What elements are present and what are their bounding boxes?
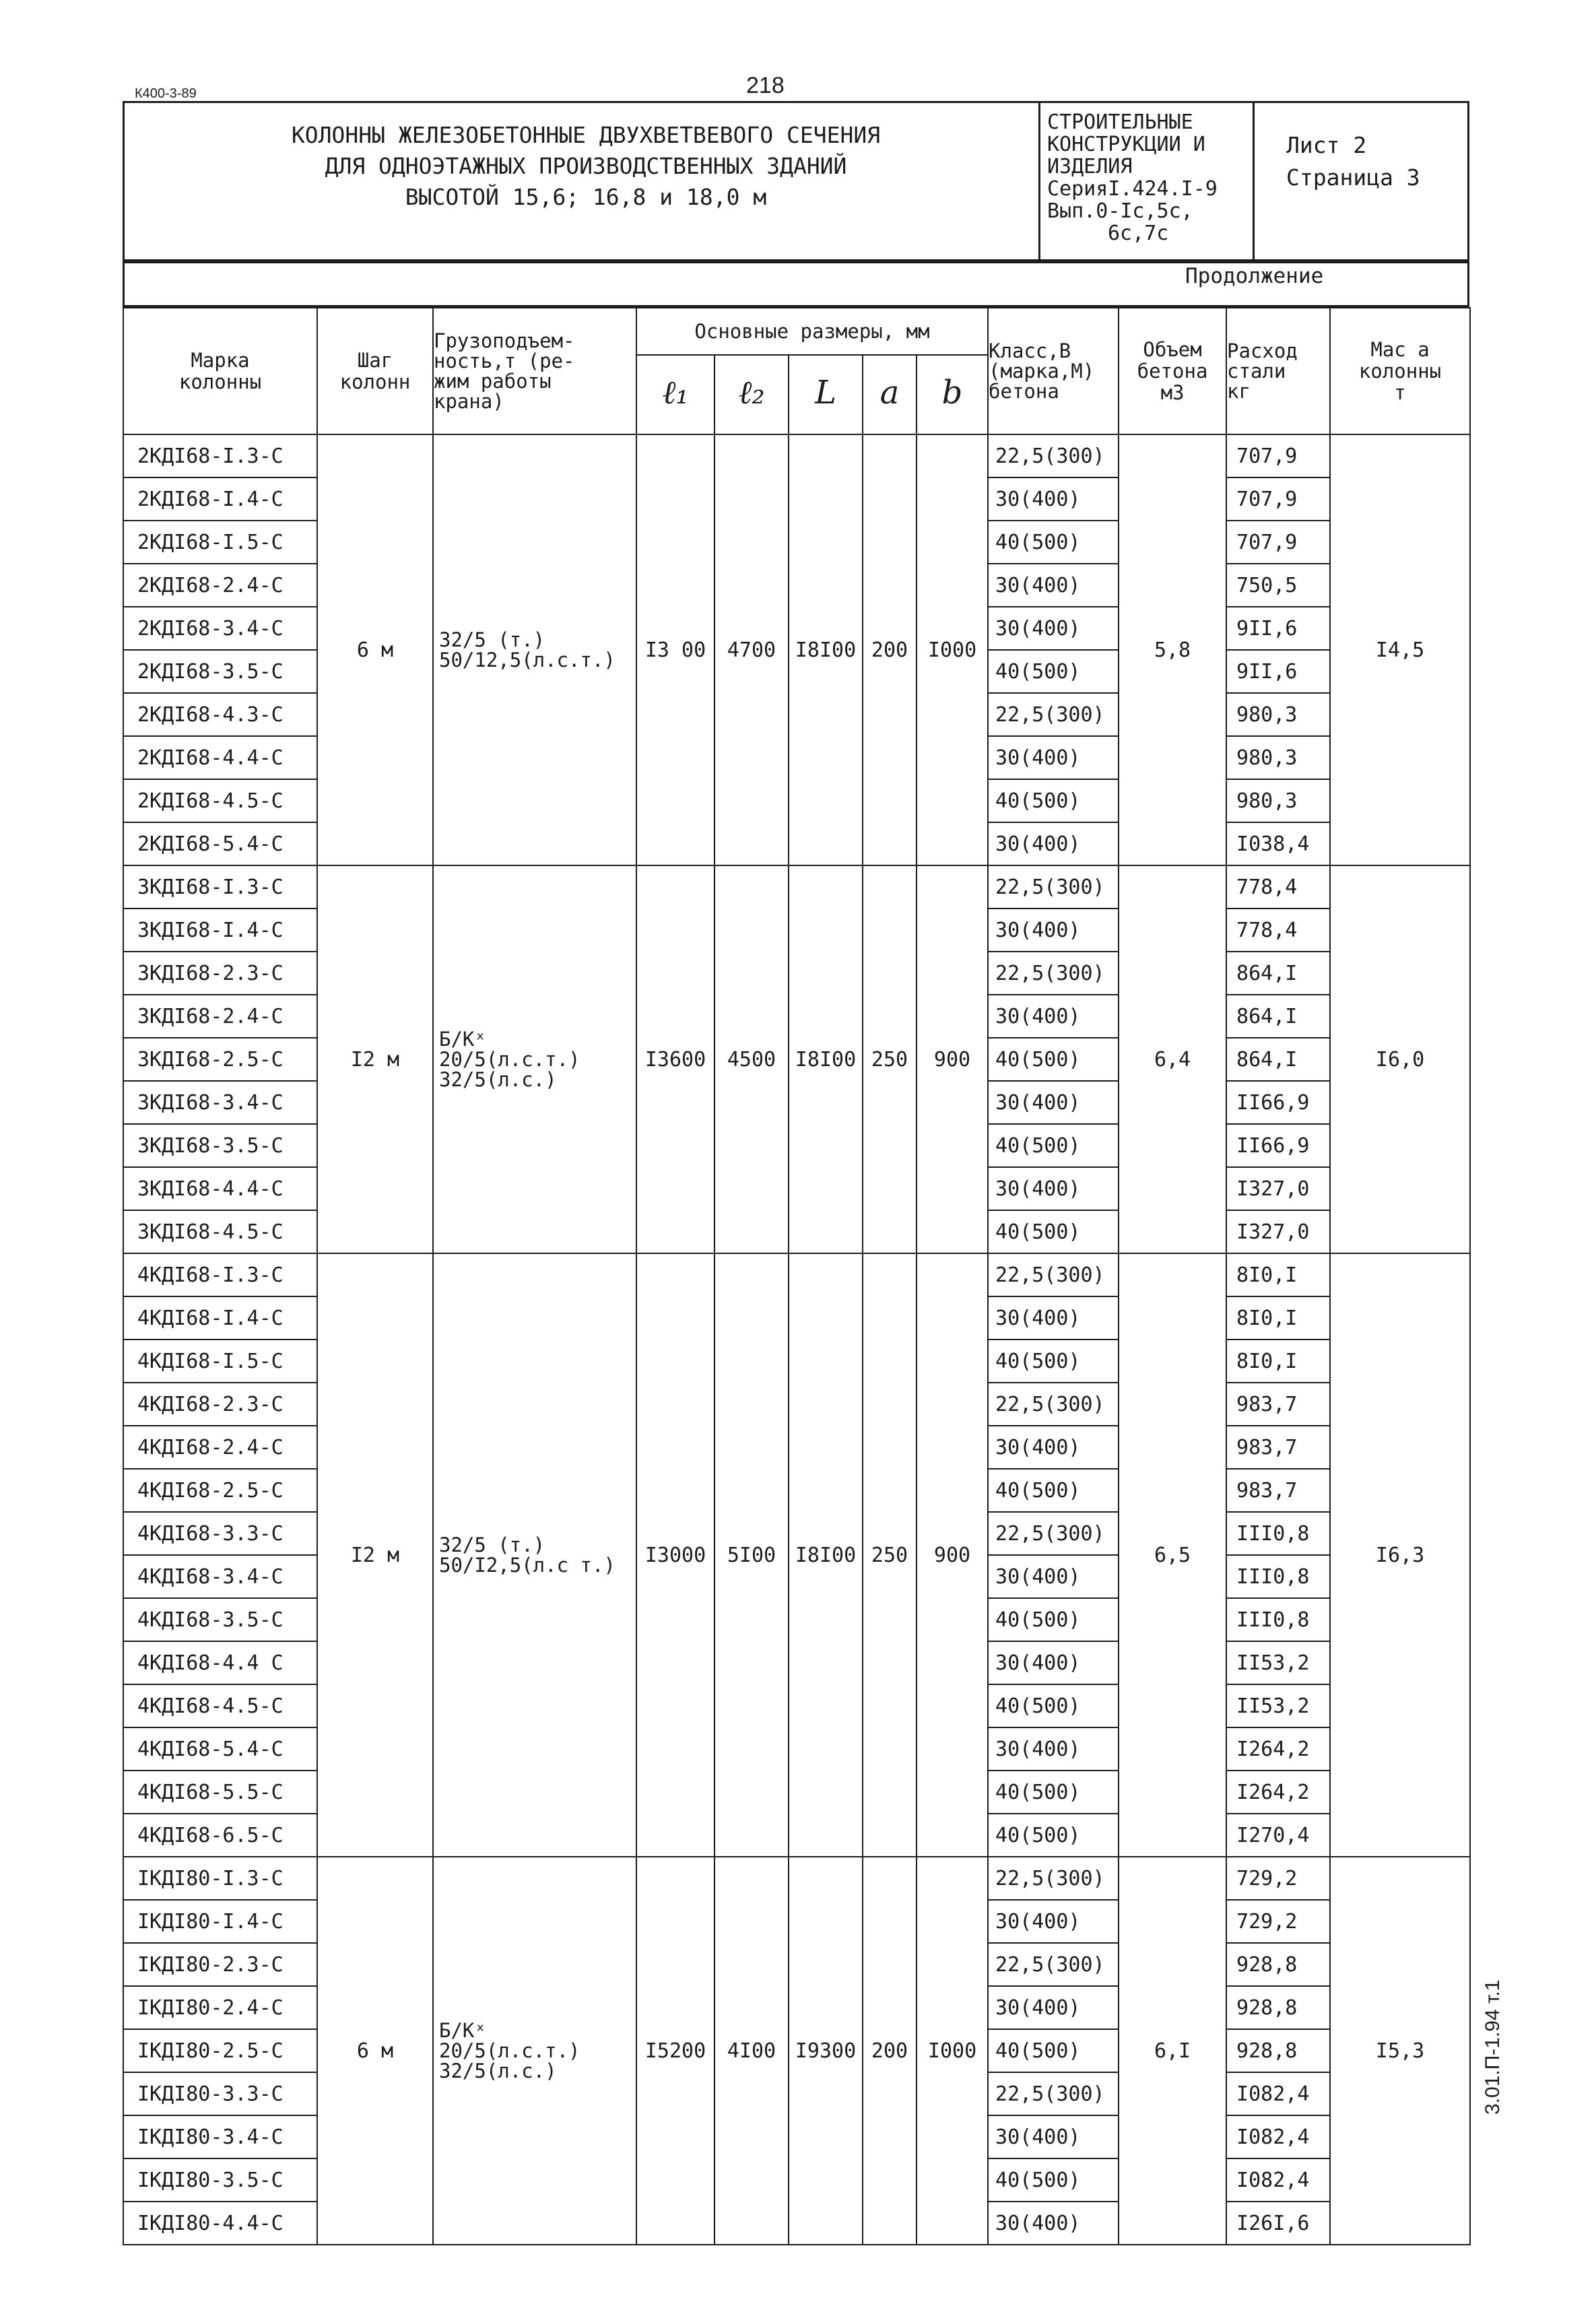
column-mark: 2КДI68-4.4-С [123, 736, 317, 779]
steel-consumption: I327,0 [1226, 1210, 1330, 1253]
concrete-class: 40(500) [988, 1598, 1119, 1641]
column-mark: 3КДI68-2.3-С [123, 952, 317, 995]
steel-consumption: 8I0,I [1226, 1253, 1330, 1296]
concrete-class: 30(400) [988, 1986, 1119, 2029]
concrete-class: 40(500) [988, 2158, 1119, 2202]
column-mark: 4КДI68-5.5-С [123, 1771, 317, 1814]
column-mark: 4КДI68-3.4-С [123, 1555, 317, 1598]
dim-a: 250 [863, 865, 917, 1253]
column-mark: 3КДI68-2.4-С [123, 995, 317, 1038]
crane-capacity-text: 32/5 (т.) 50/I2,5(л.с т.) [439, 1533, 616, 1577]
concrete-class: 40(500) [988, 521, 1119, 564]
crane-capacity-text: Б/Кˣ 20/5(л.с.т.) 32/5(л.с.) [439, 1028, 580, 1091]
steel-consumption: I082,4 [1226, 2158, 1330, 2202]
document-title [155, 120, 1017, 213]
steel-consumption: I270,4 [1226, 1814, 1330, 1857]
dim-l1: I5200 [636, 1857, 714, 2245]
column-step: I2 м [317, 865, 433, 1253]
column-mark: 2КДI68-I.3-С [123, 434, 317, 477]
column-mark: IКДI80-3.3-С [123, 2072, 317, 2115]
steel-consumption: 729,2 [1226, 1857, 1330, 1900]
steel-consumption: 707,9 [1226, 477, 1330, 521]
concrete-class: 30(400) [988, 1555, 1119, 1598]
concrete-class: 40(500) [988, 1038, 1119, 1081]
concrete-class: 30(400) [988, 1900, 1119, 1943]
column-mark: 3КДI68-2.5-С [123, 1038, 317, 1081]
concrete-class: 30(400) [988, 2115, 1119, 2158]
dim-b: 900 [917, 865, 988, 1253]
concrete-class: 30(400) [988, 1426, 1119, 1469]
dim-L: I9300 [789, 1857, 863, 2245]
concrete-class: 30(400) [988, 822, 1119, 865]
column-mass: I6,0 [1330, 865, 1470, 1253]
concrete-class: 22,5(300) [988, 434, 1119, 477]
steel-consumption: I082,4 [1226, 2115, 1330, 2158]
column-mark: IКДI80-2.4-С [123, 1986, 317, 2029]
column-mark: 3КДI68-4.4-С [123, 1167, 317, 1210]
concrete-class: 40(500) [988, 1210, 1119, 1253]
crane-capacity [433, 434, 636, 865]
steel-consumption: I264,2 [1226, 1727, 1330, 1771]
concrete-class: 22,5(300) [988, 693, 1119, 736]
dim-L: I8I00 [789, 1253, 863, 1857]
concrete-class: 30(400) [988, 477, 1119, 521]
page-number: 218 [746, 73, 785, 98]
steel-consumption: III0,8 [1226, 1512, 1330, 1555]
steel-consumption: 778,4 [1226, 865, 1330, 909]
concrete-class: 30(400) [988, 1641, 1119, 1684]
series-line-3: ИЗДЕЛИЯ [1047, 155, 1133, 178]
concrete-volume: 6,I [1119, 1857, 1226, 2245]
concrete-class: 22,5(300) [988, 865, 1119, 909]
dim-a: 200 [863, 1857, 917, 2245]
steel-consumption: 928,8 [1226, 1943, 1330, 1986]
dim-l2: 4500 [714, 865, 789, 1253]
header-dims-group: Основные размеры, мм [636, 308, 988, 355]
column-mark: 2КДI68-5.4-С [123, 822, 317, 865]
concrete-class: 40(500) [988, 1124, 1119, 1167]
column-mark: IКДI80-2.3-С [123, 1943, 317, 1986]
column-mark: 4КДI68-2.3-С [123, 1383, 317, 1426]
column-mark: 4КДI68-I.4-С [123, 1296, 317, 1340]
steel-consumption: III0,8 [1226, 1555, 1330, 1598]
concrete-class: 40(500) [988, 779, 1119, 822]
columns-table [123, 307, 1471, 2245]
dim-l1: I3000 [636, 1253, 714, 1857]
steel-consumption: 8I0,I [1226, 1296, 1330, 1340]
steel-consumption: 729,2 [1226, 1900, 1330, 1943]
column-mark: 4КДI68-2.4-С [123, 1426, 317, 1469]
header-mass: Мас а колонны т [1330, 308, 1470, 434]
steel-consumption: I327,0 [1226, 1167, 1330, 1210]
steel-consumption: 8I0,I [1226, 1340, 1330, 1383]
column-step: 6 м [317, 434, 433, 865]
steel-consumption: 9II,6 [1226, 650, 1330, 693]
series-line-4: СерияI.424.I-9 [1047, 177, 1218, 201]
dim-b: I000 [917, 1857, 988, 2245]
header-a: a [863, 355, 917, 434]
steel-consumption: 928,8 [1226, 2029, 1330, 2072]
concrete-volume: 6,4 [1119, 865, 1226, 1253]
column-mark: 4КДI68-2.5-С [123, 1469, 317, 1512]
steel-consumption: 864,I [1226, 1038, 1330, 1081]
header-mark: Марка колонны [123, 308, 317, 434]
concrete-class: 30(400) [988, 995, 1119, 1038]
column-step: 6 м [317, 1857, 433, 2245]
column-mark: 4КДI68-I.3-С [123, 1253, 317, 1296]
concrete-class: 22,5(300) [988, 952, 1119, 995]
header-steel: Расход стали кг [1226, 308, 1330, 434]
series-line-1: СТРОИТЕЛЬНЫЕ [1047, 110, 1193, 134]
steel-consumption: 980,3 [1226, 779, 1330, 822]
crane-capacity-text: Б/Кˣ 20/5(л.с.т.) 32/5(л.с.) [439, 2019, 580, 2082]
concrete-class: 30(400) [988, 607, 1119, 650]
column-mark: 2КДI68-I.5-С [123, 521, 317, 564]
steel-consumption: 864,I [1226, 952, 1330, 995]
steel-consumption: II66,9 [1226, 1081, 1330, 1124]
crane-capacity-text: 32/5 (т.) 50/12,5(л.с.т.) [439, 628, 616, 671]
concrete-class: 40(500) [988, 1469, 1119, 1512]
page-label: Страница 3 [1286, 164, 1420, 191]
column-mark: 2КДI68-I.4-С [123, 477, 317, 521]
column-mark: 2КДI68-3.5-С [123, 650, 317, 693]
column-mark: 3КДI68-4.5-С [123, 1210, 317, 1253]
concrete-volume: 6,5 [1119, 1253, 1226, 1857]
steel-consumption: II53,2 [1226, 1684, 1330, 1727]
continuation-label: Продолжение [1185, 264, 1324, 288]
concrete-class: 40(500) [988, 1771, 1119, 1814]
concrete-volume: 5,8 [1119, 434, 1226, 865]
steel-consumption: I038,4 [1226, 822, 1330, 865]
steel-consumption: 750,5 [1226, 564, 1330, 607]
column-mark: 2КДI68-4.5-С [123, 779, 317, 822]
column-mark: 4КДI68-4.4 С [123, 1641, 317, 1684]
dim-l1: I3 00 [636, 434, 714, 865]
steel-consumption: 983,7 [1226, 1383, 1330, 1426]
dim-b: 900 [917, 1253, 988, 1857]
steel-consumption: 980,3 [1226, 693, 1330, 736]
concrete-class: 30(400) [988, 1167, 1119, 1210]
crane-capacity [433, 865, 636, 1253]
column-mark: 4КДI68-4.5-С [123, 1684, 317, 1727]
concrete-class: 22,5(300) [988, 1512, 1119, 1555]
column-mark: IКДI80-4.4-С [123, 2202, 317, 2245]
series-line-6: 6с,7с [1108, 222, 1169, 245]
concrete-class: 22,5(300) [988, 1943, 1119, 1986]
column-mark: 3КДI68-I.4-С [123, 909, 317, 952]
steel-consumption: 980,3 [1226, 736, 1330, 779]
concrete-class: 30(400) [988, 1081, 1119, 1124]
title-divider-1 [1038, 101, 1040, 261]
dim-b: I000 [917, 434, 988, 865]
column-mark: 3КДI68-I.3-С [123, 865, 317, 909]
steel-consumption: 707,9 [1226, 434, 1330, 477]
concrete-class: 40(500) [988, 2029, 1119, 2072]
header-concrete-volume: Объем бетона м3 [1119, 308, 1226, 434]
column-mark: 4КДI68-3.5-С [123, 1598, 317, 1641]
steel-consumption: 928,8 [1226, 1986, 1330, 2029]
dim-a: 200 [863, 434, 917, 865]
column-mass: I6,3 [1330, 1253, 1470, 1857]
steel-consumption: 983,7 [1226, 1426, 1330, 1469]
header-L: L [789, 355, 863, 434]
title-line-2: ДЛЯ ОДНОЭТАЖНЫХ ПРОИЗВОДСТВЕННЫХ ЗДАНИЙ [325, 153, 847, 179]
column-mass: I5,3 [1330, 1857, 1470, 2245]
concrete-class: 30(400) [988, 909, 1119, 952]
column-mark: 4КДI68-3.3-С [123, 1512, 317, 1555]
series-line-5: Вып.0-Iс,5с, [1047, 199, 1193, 223]
column-mark: 4КДI68-I.5-С [123, 1340, 317, 1383]
column-mark: 3КДI68-3.5-С [123, 1124, 317, 1167]
concrete-class: 30(400) [988, 736, 1119, 779]
steel-consumption: 778,4 [1226, 909, 1330, 952]
table-row [123, 1857, 1470, 1900]
column-mark: 2КДI68-4.3-С [123, 693, 317, 736]
title-line-1: КОЛОННЫ ЖЕЛЕЗОБЕТОННЫЕ ДВУХВЕТВЕВОГО СЕЧЕНИЯ [291, 122, 881, 148]
concrete-class: 40(500) [988, 650, 1119, 693]
concrete-class: 40(500) [988, 1814, 1119, 1857]
column-mark: 2КДI68-3.4-С [123, 607, 317, 650]
column-step: I2 м [317, 1253, 433, 1857]
column-mark: IКДI80-2.5-С [123, 2029, 317, 2072]
steel-consumption: I26I,6 [1226, 2202, 1330, 2245]
table-body [123, 434, 1470, 2245]
concrete-class: 40(500) [988, 1684, 1119, 1727]
steel-consumption: 864,I [1226, 995, 1330, 1038]
column-mark: IКДI80-I.3-С [123, 1857, 317, 1900]
concrete-class: 30(400) [988, 564, 1119, 607]
column-mark: IКДI80-3.4-С [123, 2115, 317, 2158]
sheet-info [1286, 129, 1420, 194]
series-line-2: КОНСТРУКЦИИ И [1047, 133, 1205, 156]
column-mark: IКДI80-I.4-С [123, 1900, 317, 1943]
crane-capacity [433, 1253, 636, 1857]
concrete-class: 22,5(300) [988, 1857, 1119, 1900]
dim-a: 250 [863, 1253, 917, 1857]
side-code: 3.01.П-1.94 т.1 [1482, 1979, 1504, 2115]
title-divider-2 [1253, 101, 1255, 261]
column-mark: 4КДI68-6.5-С [123, 1814, 317, 1857]
series-info [1047, 111, 1249, 244]
column-mark: 3КДI68-3.4-С [123, 1081, 317, 1124]
sheet-label: Лист 2 [1286, 132, 1367, 158]
header-capacity: Грузоподъем- ность,т (ре- жим работы крана) [433, 308, 636, 434]
column-mark: 4КДI68-5.4-С [123, 1727, 317, 1771]
document-code: К400-3-89 [135, 86, 197, 101]
table-row [123, 865, 1470, 909]
header-concrete-class: Класс,В (марка,М) бетона [988, 308, 1119, 434]
dim-l2: 4700 [714, 434, 789, 865]
steel-consumption: II66,9 [1226, 1124, 1330, 1167]
concrete-class: 40(500) [988, 1340, 1119, 1383]
header-l2: ℓ₂ [714, 355, 789, 434]
dim-l2: 5I00 [714, 1253, 789, 1857]
concrete-class: 22,5(300) [988, 1383, 1119, 1426]
concrete-class: 22,5(300) [988, 2072, 1119, 2115]
table-row [123, 434, 1470, 477]
steel-consumption: II53,2 [1226, 1641, 1330, 1684]
concrete-class: 22,5(300) [988, 1253, 1119, 1296]
steel-consumption: 983,7 [1226, 1469, 1330, 1512]
concrete-class: 30(400) [988, 1296, 1119, 1340]
header-l1: ℓ₁ [636, 355, 714, 434]
title-line-3: ВЫСОТОЙ 15,6; 16,8 и 18,0 м [405, 184, 767, 210]
dim-l1: I3600 [636, 865, 714, 1253]
steel-consumption: III0,8 [1226, 1598, 1330, 1641]
steel-consumption: I264,2 [1226, 1771, 1330, 1814]
column-mass: I4,5 [1330, 434, 1470, 865]
header-b: b [917, 355, 988, 434]
column-mark: IКДI80-3.5-С [123, 2158, 317, 2202]
concrete-class: 30(400) [988, 1727, 1119, 1771]
steel-consumption: 707,9 [1226, 521, 1330, 564]
column-mark: 2КДI68-2.4-С [123, 564, 317, 607]
table-row [123, 1253, 1470, 1296]
crane-capacity [433, 1857, 636, 2245]
steel-consumption: I082,4 [1226, 2072, 1330, 2115]
steel-consumption: 9II,6 [1226, 607, 1330, 650]
dim-L: I8I00 [789, 434, 863, 865]
dim-l2: 4I00 [714, 1857, 789, 2245]
dim-L: I8I00 [789, 865, 863, 1253]
concrete-class: 30(400) [988, 2202, 1119, 2245]
header-step: Шаг колонн [317, 308, 433, 434]
